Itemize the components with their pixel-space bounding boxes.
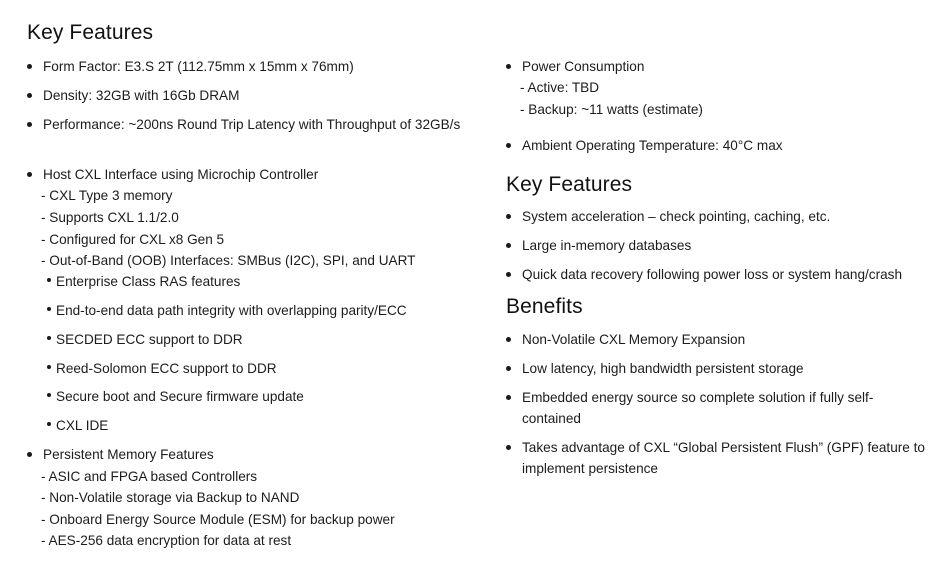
bullet-icon [27,122,32,127]
bullet-text: Density: 32GB with 16Gb DRAM [43,88,240,103]
sub-item: - Configured for CXL x8 Gen 5 [41,232,225,247]
bullet-icon [47,422,51,426]
bullet-icon [47,365,51,369]
bullet-text: Performance: ~200ns Round Trip Latency with Throughput of 32GB/s [43,117,461,132]
ras-text: Secure boot and Secure firmware update [56,389,304,404]
sub-item: - ASIC and FPGA based Controllers [41,469,258,484]
sub-item: - Out-of-Band (OOB) Interfaces: SMBus (I2C), SPI, and UART [41,253,416,268]
ras-item [47,271,240,292]
sub-item: - AES-256 data encryption for data at rest [41,533,292,548]
sub-item: - Supports CXL 1.1/2.0 [41,210,179,225]
bullet-icon [506,395,511,400]
bullet-text: Takes advantage of CXL “Global Persistent Flush” (GPF) feature to implement persistence [522,440,925,476]
bullet-benefit [506,358,804,379]
bullet-icon [27,172,32,177]
sub-item: - Backup: ~11 watts (estimate) [520,102,703,117]
ras-item [47,415,108,436]
bullet-density [27,85,239,106]
bullet-text: Non-Volatile CXL Memory Expansion [522,332,746,347]
bullet-icon [27,452,32,457]
benefits-heading: Benefits [506,295,583,318]
bullet-icon [506,445,511,450]
ras-item [47,358,277,379]
bullet-text: System acceleration – check pointing, caching, etc. [522,209,831,224]
bullet-key-feature [506,235,691,256]
bullet-icon [47,393,51,397]
bullet-text: Quick data recovery following power loss or system hang/crash [522,267,903,282]
bullet-form-factor [27,56,354,77]
ras-item [47,329,243,350]
bullet-icon [506,272,511,277]
bullet-benefit [506,329,745,350]
bullet-icon [506,337,511,342]
bullet-icon [27,64,32,69]
bullet-icon [47,336,51,340]
bullet-key-feature [506,264,902,285]
bullet-icon [47,278,51,282]
sub-item: - CXL Type 3 memory [41,188,173,203]
bullet-benefit [506,387,926,429]
bullet-text: Form Factor: E3.S 2T (112.75mm x 15mm x 76mm) [43,59,354,74]
bullet-text: Persistent Memory Features [43,447,214,462]
key-features-heading: Key Features [27,21,154,44]
bullet-ambient-temp [506,135,783,156]
ras-text: CXL IDE [56,418,109,433]
sub-item: - Active: TBD [520,80,600,95]
bullet-performance [27,114,467,135]
bullet-key-feature [506,206,830,227]
bullet-icon [27,93,32,98]
bullet-icon [506,366,511,371]
bullet-icon [506,243,511,248]
bullet-power-consumption [506,56,644,77]
ras-item [47,300,407,321]
bullet-host-cxl [27,164,318,185]
ras-item [47,386,304,407]
bullet-icon [506,64,511,69]
bullet-text: Embedded energy source so complete solution if fully self-contained [522,390,874,426]
bullet-text: Low latency, high bandwidth persistent storage [522,361,804,376]
bullet-persistent-memory [27,444,214,465]
sub-item: - Onboard Energy Source Module (ESM) for backup power [41,512,395,527]
sub-item: - Non-Volatile storage via Backup to NAND [41,490,300,505]
ras-text: Enterprise Class RAS features [56,274,241,289]
bullet-text: Host CXL Interface using Microchip Controller [43,167,319,182]
bullet-text: Ambient Operating Temperature: 40°C max [522,138,783,153]
bullet-icon [47,307,51,311]
bullet-text: Power Consumption [522,59,645,74]
bullet-text: Large in-memory databases [522,238,692,253]
ras-text: SECDED ECC support to DDR [56,332,243,347]
bullet-icon [506,143,511,148]
bullet-icon [506,214,511,219]
ras-text: Reed-Solomon ECC support to DDR [56,361,277,376]
bullet-benefit [506,437,926,479]
ras-text: End-to-end data path integrity with overlapping parity/ECC [56,303,407,318]
key-features-heading-2: Key Features [506,173,633,196]
